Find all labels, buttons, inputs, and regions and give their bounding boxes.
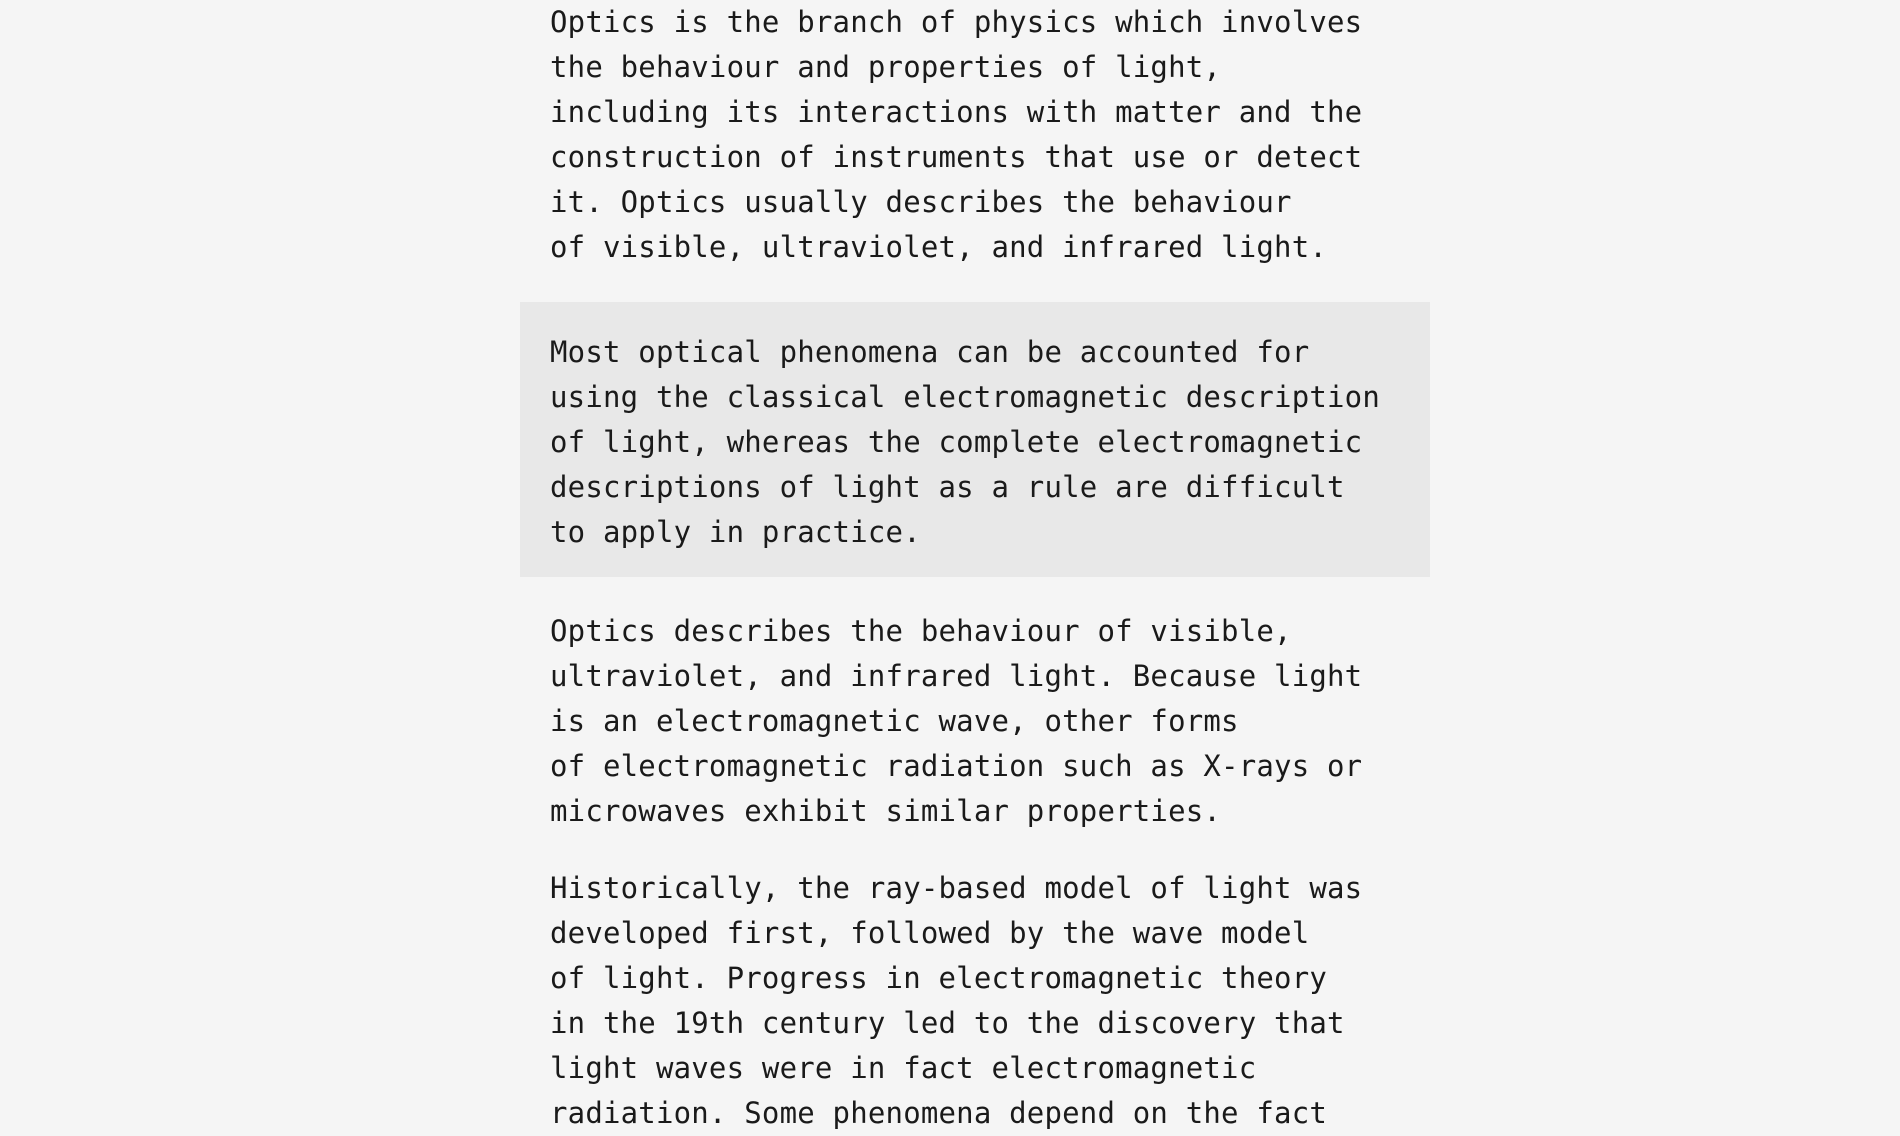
paragraph-history: Historically, the ray-based model of light was developed first, followed by the wave model of light. Progress in electromagnetic theory in the 19th century led to the discovery that light waves were in fact electromagnetic radiation. Some phenomena depend on the fact <box>550 871 1363 1130</box>
highlighted-paragraph-block <box>520 302 1430 577</box>
paragraph-intro: Optics is the branch of physics which involves the behaviour and properties of light, including its interactions with matter and the construction of instruments that use or detect it. Optics usually describes the behaviour of visible, ultraviolet, and infrared light. <box>550 5 1363 264</box>
paragraph-spectrum: Optics describes the behaviour of visible, ultraviolet, and infrared light. Because light is an electromagnetic wave, other forms of electromagnetic radiation such as X-rays or microwaves exhibit similar properties. <box>550 614 1363 828</box>
article <box>520 0 1430 1136</box>
paragraph-highlighted: Most optical phenomena can be accounted for using the classical electromagnetic description of light, whereas the complete electromagnetic descriptions of light as a rule are difficult to apply in practice. <box>550 335 1380 549</box>
